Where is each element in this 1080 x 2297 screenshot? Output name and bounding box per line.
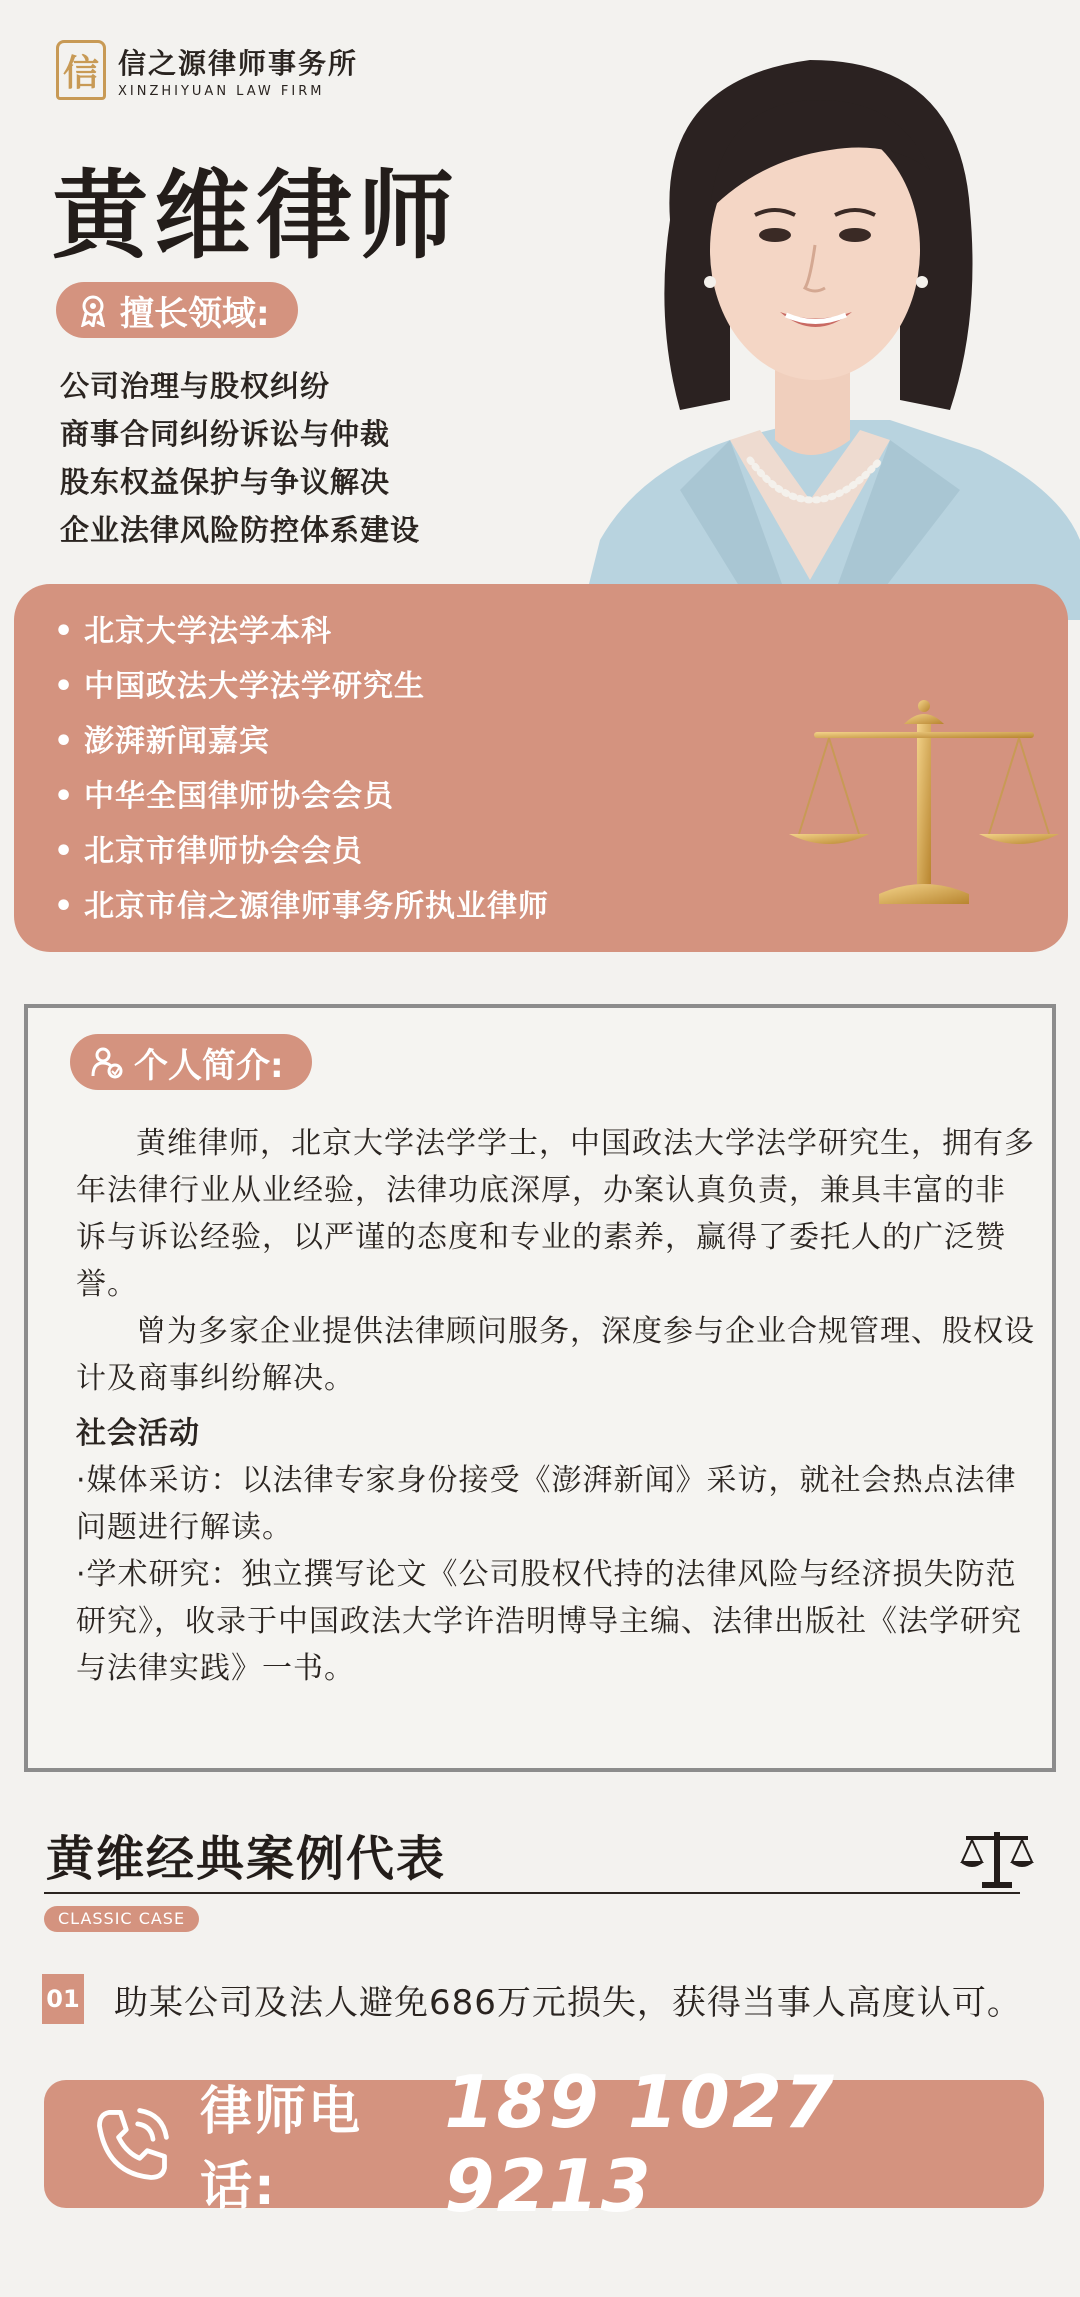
intro-paragraph-1: 黄维律师，北京大学法学学士，中国政法大学法学研究生，拥有多年法律行业从业经验，法律功底深厚，办案认真负责，兼具丰富的非诉与诉讼经验，以严谨的态度和专业的素养，赢得了委托人的广泛赞誉。 bbox=[76, 1126, 1035, 1302]
justice-scales-icon bbox=[960, 1826, 1034, 1890]
award-ribbon-icon bbox=[76, 293, 110, 327]
social-activity-title: 社会活动 bbox=[76, 1416, 200, 1451]
bullet-icon: • bbox=[54, 889, 75, 924]
intro-heading: 个人简介: bbox=[134, 1045, 284, 1086]
phone-call-icon bbox=[88, 2099, 174, 2189]
specialty-heading: 擅长领域: bbox=[120, 293, 270, 334]
intro-header bbox=[70, 1034, 312, 1090]
bullet-icon: • bbox=[54, 779, 75, 814]
person-profile-icon bbox=[90, 1045, 124, 1079]
intro-body bbox=[76, 1120, 1036, 1692]
intro-panel bbox=[24, 1004, 1056, 1772]
bullet-icon: • bbox=[54, 669, 75, 704]
bullet-icon: • bbox=[54, 724, 75, 759]
contact-phone-bar[interactable] bbox=[44, 2060, 1044, 2228]
firm-logo bbox=[56, 40, 358, 100]
list-item: • 中国政法大学法学研究生 bbox=[54, 659, 549, 714]
cases-title: 黄维经典案例代表 bbox=[46, 1831, 447, 1887]
specialty-list bbox=[60, 362, 420, 554]
justice-scales-icon bbox=[784, 694, 1064, 914]
case-number: 01 bbox=[42, 1974, 84, 2024]
list-item: • 北京市律师协会会员 bbox=[54, 824, 549, 879]
list-item: 股东权益保护与争议解决 bbox=[60, 465, 391, 499]
case-item bbox=[42, 1974, 1022, 2024]
phone-number[interactable]: 189 1027 9213 bbox=[444, 2060, 837, 2228]
divider bbox=[44, 1892, 1020, 1894]
firm-name-cn: 信之源律师事务所 bbox=[118, 46, 359, 80]
list-item: 公司治理与股权纠纷 bbox=[60, 369, 331, 403]
list-item: 企业法律风险防控体系建设 bbox=[60, 513, 421, 547]
firm-logo-mark: 信 bbox=[56, 40, 106, 100]
list-item: • 北京市信之源律师事务所执业律师 bbox=[54, 879, 549, 934]
lawyer-name-title: 黄维律师 bbox=[52, 159, 460, 272]
bullet-icon: • bbox=[54, 614, 75, 649]
bullet-icon: • bbox=[54, 834, 75, 869]
social-activity-item: ·媒体采访：以法律专家身份接受《澎湃新闻》采访，就社会热点法律问题进行解读。 bbox=[76, 1463, 1017, 1545]
list-item: 商事合同纠纷诉讼与仲裁 bbox=[60, 417, 391, 451]
firm-name-en: XINZHIYUAN LAW FIRM bbox=[118, 83, 325, 99]
credentials-panel bbox=[14, 584, 1068, 952]
social-activity-item: ·学术研究：独立撰写论文《公司股权代持的法律风险与经济损失防范研究》，收录于中国政法大学许浩明博导主编、法律出版社《法学研究与法律实践》一书。 bbox=[76, 1557, 1022, 1686]
lawyer-portrait bbox=[560, 20, 1080, 620]
intro-paragraph-2: 曾为多家企业提供法律顾问服务，深度参与企业合规管理、股权设计及商事纠纷解决。 bbox=[76, 1314, 1035, 1396]
case-text: 助某公司及法人避免686万元损失，获得当事人高度认可。 bbox=[114, 1982, 1022, 2023]
phone-label: 律师电话: bbox=[200, 2082, 363, 2217]
list-item: • 北京大学法学本科 bbox=[54, 604, 549, 659]
list-item: • 中华全国律师协会会员 bbox=[54, 769, 549, 824]
specialty-header bbox=[56, 282, 298, 338]
credentials-list bbox=[54, 604, 549, 934]
classic-case-badge: CLASSIC CASE bbox=[44, 1906, 199, 1932]
list-item: • 澎湃新闻嘉宾 bbox=[54, 714, 549, 769]
